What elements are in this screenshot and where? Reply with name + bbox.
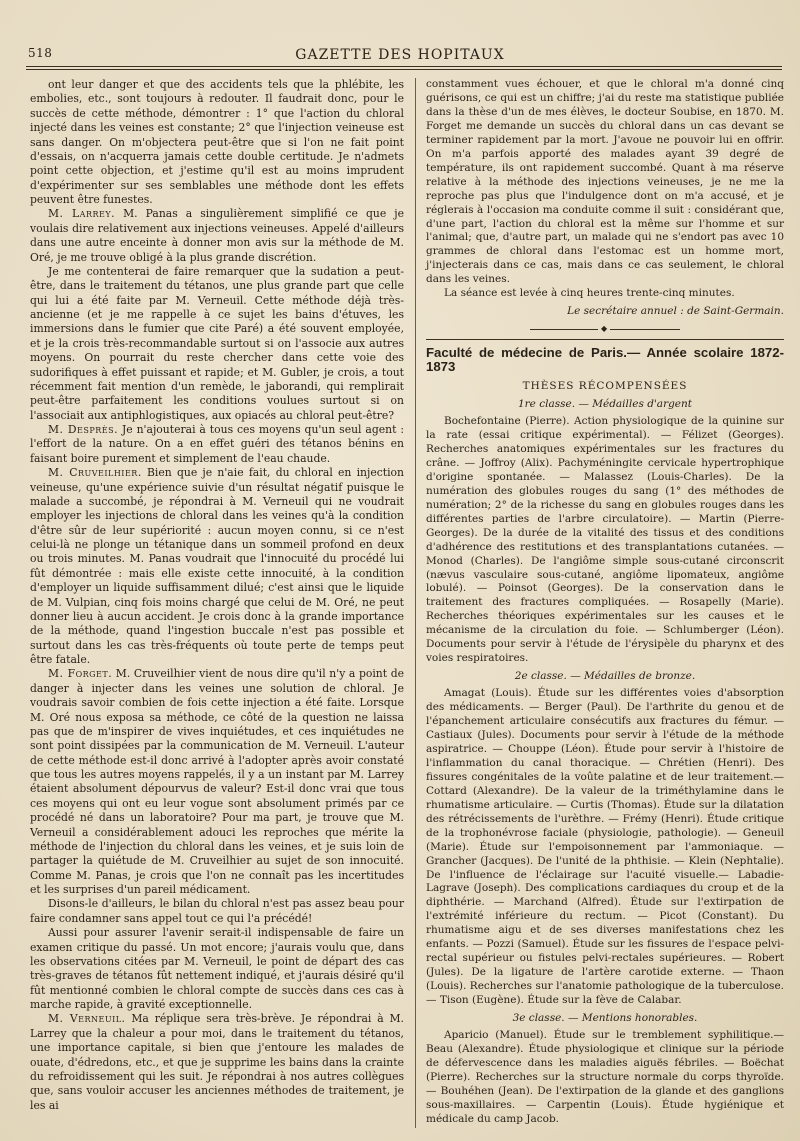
speaker-name: M. Larrey. [48,207,116,221]
speaker-name: M. Forget. [48,667,113,681]
page-number: 518 [28,46,53,60]
signature: Le secrétaire annuel : de Saint-Germain. [567,305,784,318]
left-column [30,78,404,1113]
paragraph: M. Desprès. Je n'ajouterai à tous ces moyens qu'un seul agent : l'effort de la nature. On a en effet guéri des tétanos bénins en faisant boire purement et simplement de l'eau chaude. [30,423,404,465]
speaker-name: M. Desprès. [48,423,119,436]
class-heading: 3e classe. — Mentions honorables. [512,1012,698,1025]
section-rule [426,339,784,340]
right-column [426,78,784,1127]
class-heading: 2e classe. — Médailles de bronze. [514,670,696,683]
ornamental-rule [530,325,680,333]
ornament-icon: ◆ [598,325,610,333]
paragraph: Aparicio (Manuel). Étude sur le tremblement syphilitique.— Beau (Alexandre). Étude physiologique et clinique sur la période de défervescence dans les maladies aiguës fébriles. — Boëchat (Pierre). Recherches sur la structure normale du corps thyroïde. — Bouhéhen (Jean). De l'extirpation de la glande et des ganglions sous-maxillaires. — Carpentin (Louis). Étude hygiénique et médicale du camp Jacob. [426,1029,784,1125]
paragraph: La séance est levée à cinq heures trente-cinq minutes. [444,287,735,300]
theses-heading: THÈSES RÉCOMPENSÉES [522,380,688,393]
paragraph: Disons-le d'ailleurs, le bilan du chloral n'est pas assez beau pour faire condamner sans appel tout ce qui l'a précédé! [30,897,404,925]
paragraph: M. Forget. M. Cruveilhier vient de nous dire qu'il n'y a point de danger à injecter dans les veines une solution de chloral. Je voudrais savoir combien de fois cette injection a été faite. Lorsque M. Oré nous exposa sa méthode, ce côté de la question ne laissa pas que de m'inspirer de vives inquiétudes, et ces inquiétudes ne sont point dissipées par la communication de M. Verneuil. L'auteur de cette méthode est-il donc arrivé à l'adopter après avoir constaté que tous les autres moyens rappelés, il y a un instant par M. Larrey étaient absolument dépourvus de valeur? Est-il donc vrai que tous ces moyens qui ont eu leur vogue sont absolument primés par ce procédé né dans un laboratoire? Pour ma part, je trouve que M. Verneuil a considérablement adouci les reproches que mérite la méthode de l'injection du chloral dans les veines, et je suis loin de partager la quiétude de M. Cruveilhier au sujet de son innocuité. Comme M. Panas, je crois que l'on ne connaît pas les incertitudes et les surprises d'un pareil médicament. [30,667,404,896]
paragraph: M. Larrey. M. Panas a singulièrement simplifié ce que je voulais dire relativement aux injections veineuses. Appelé d'ailleurs dans une autre enceinte à donner mon avis sur la méthode de M. Oré, je me trouve obligé à la plus grande discrétion. [30,207,404,264]
faculty-heading: Faculté de médecine de Paris.— Année scolaire 1872-1873 [426,345,784,375]
paragraph: M. Cruveilhier. Bien que je n'aie fait, du chloral en injection veineuse, qu'une expérience suivie d'un résultat négatif puisque le malade a succombé, je répondrai à M. Verneuil qui ne voudrait employer les injections de chloral dans les veines qu'à la condition d'être sûr de leur supériorité : aucun moyen connu, si ce n'est celui-là ne plonge un tétanique dans un sommeil profond en deux ou trois minutes. M. Panas voudrait que l'innocuité du procédé lui fût démontrée : mais elle existe cette innocuité, à la condition d'employer un liquide suffisamment dilué; c'est ainsi que le liquide de M. Vulpian, cinq fois moins chargé que celui de M. Oré, ne peut donner lieu à aucun accident. Je crois donc à la grande importance de la méthode, quand l'ingestion buccale n'est pas possible et surtout dans les cas très-fréquents où toute perte de temps peut être fatale. [30,466,405,666]
paragraph: Bochefontaine (Pierre). Action physiologique de la quinine sur la rate (essai critique expérimental). — Félizet (Georges). Recherches anatomiques expérimentales sur les fractures du crâne. — Joffroy (Alix). Pachyméningite cervicale hypertrophique d'origine spontanée. — Malassez (Louis-Charles). De la numération des globules rouges du sang (1° des méthodes de numération; 2° de la richesse du sang en globules rouges dans les différentes parties de l'arbre circulatoire). — Martin (Pierre-Georges). De la durée de la vitalité des tissus et des conditions d'adhérence des restitutions et des transplantations cutanées. — Monod (Charles). De l'angiôme simple sous-cutané circonscrit (nævus vasculaire sous-cutané, angiôme lipomateux, angiôme lobulé). — Poinsot (Georges). De la conservation dans le traitement des fractures compliquées. — Rosapelly (Marie). Recherches théoriques expérimentales sur les causes et le mécanisme de la circulation du foie. — Schlumberger (Léon). Documents pour servir à l'étude de l'érysipèle du pharynx et des voies respiratoires. [426,415,784,665]
column-separator [415,78,416,1128]
class-heading: 1re classe. — Médailles d'argent [517,398,693,411]
speaker-name: M. Verneuil. [48,1012,126,1026]
paragraph: M. Verneuil. Ma réplique sera très-brève. Je répondrai à M. Larrey que la chaleur a pour moi, dans le traitement du tétanos, une importance capitale, si bien que j'entoure les malades de ouate, d'édredons, etc., et que je supprime les bains dans la crainte du refroidissement qui les suit. Je répondrai à nos autres collègues que, sans vouloir accuser les anciennes méthodes de traitement, je les ai [30,1012,404,1112]
header-rule [26,66,782,67]
paragraph: ont leur danger et que des accidents tels que la phlébite, les embolies, etc., sont toujours à redouter. Il faudrait donc, pour le succès de cette méthode, démontrer : 1° que l'action du chloral injecté dans les veines est constante; 2° que l'injection veineuse est sans danger. On m'objectera peut-être que si l'on ne fait point d'essais, on n'acquerra jamais cette double certitude. Je n'admets point cette objection, et j'estime qu'il est au moins imprudent d'expérimenter sur ses semblables une méthode dont les effets peuvent être funestes. [30,78,404,206]
speaker-name: M. Cruveilhier. [48,466,142,480]
paragraph: Aussi pour assurer l'avenir serait-il indispensable de faire un examen critique du passé. Un mot encore; j'aurais voulu que, dans les observations citées par M. Verneuil, le point de départ des cas très-graves de tétanos fût nettement indiqué, et j'aurais désiré qu'il fût mentionné combien le chloral compte de succès dans ces cas à marche rapide, à gravité exceptionnelle. [30,926,404,1011]
paragraph: Amagat (Louis). Étude sur les différentes voies d'absorption des médicaments. — Berger (Paul). De l'arthrite du genou et de l'épanchement articulaire consécutifs aux fractures du fémur. — Castiaux (Jules). Documents pour servir à l'étude de la méthode aspiratrice. — Chouppe (Léon). Étude pour servir à l'histoire de l'inflammation du canal thoracique. — Chrétien (Henri). Des fissures congénitales de la voûte palatine et de leur traitement.— Cottard (Alexandre). De la valeur de la triméthylamine dans le rhumatisme articulaire. — Curtis (Thomas). Étude sur la dilatation des rétrécissements de l'urèthre. — Frémy (Henri). Étude critique de la trophonévrose faciale (physiologie, pathologie). — Geneuil (Marie). Étude sur l'empoisonnement par l'ammoniaque. — Grancher (Jacques). De l'unité de la phthisie. — Klein (Nephtalie). De l'influence de l'éclairage sur l'acuité visuelle.— Labadie-Lagrave (Joseph). Des complications cardiaques du croup et de la diphthérie. — Marchand (Alfred). Étude sur l'extirpation de l'extrémité inférieure du rectum. — Picot (Constant). Du rhumatisme aigu et de ses diverses manifestations chez les enfants. — Pozzi (Samuel). Étude sur les fissures de l'espace pelvi-rectal supérieur ou fistules pelvi-rectales supérieures. — Robert (Jules). De la ligature de l'artère carotide externe. — Thaon (Louis). Recherches sur l'anatomie pathologique de la tuberculose. — Tison (Eugène). Étude sur la fève de Calabar. [426,687,784,1007]
running-head: GAZETTE DES HOPITAUX [295,47,505,63]
paragraph: Je me contenterai de faire remarquer que la sudation a peut-être, dans le traitement du tétanos, une plus grande part que celle qui lui a été faite par M. Verneuil. Cette méthode déjà très-ancienne (et je me rappelle à ce sujet les bains d'étuves, les immersions dans le fumier que cite Paré) a été souvent employée, et je la crois très-recommandable surtout si on l'associe aux autres moyens. On pourrait du reste chercher dans cette voie des sudorifiques à effet puissant et rapide; et M. Gubler, je crois, a tout récemment fait mention d'un remède, le jaborandi, qui remplirait peut-être parfaitement les conditions voulues surtout si on l'associait aux antiphlogistiques, aux opiacés au chloral peut-être? [30,264,404,422]
paragraph: constamment vues échouer, et que le chloral m'a donné cinq guérisons, ce qui est un chiffre; j'ai du reste ma statistique publiée dans la thèse d'un de mes élèves, le docteur Soubise, en 1870. M. Forget me demande un succès du chloral dans un cas devant se terminer rapidement par la mort. J'avoue ne pouvoir lui en offrir. On m'a parfois apporté des malades ayant 39 degré de température, ils ont rapidement succombé. Quant à ma réserve relative à la méthode des injections veineuses, je ne me la reproche pas plus que l'indulgence dont on m'a accusé, et je réglerais à l'occasion ma conduite comme il suit : considérant que, d'une part, l'action du chloral est la même sur l'homme et sur l'animal; que, d'autre part, un malade qui ne s'endort pas avec 10 grammes de chloral dans l'estomac est un homme mort, j'injecterais dans ce cas, mais dans ce cas seulement, le chloral dans les veines. [426,78,784,286]
header-rule-secondary [26,69,782,70]
